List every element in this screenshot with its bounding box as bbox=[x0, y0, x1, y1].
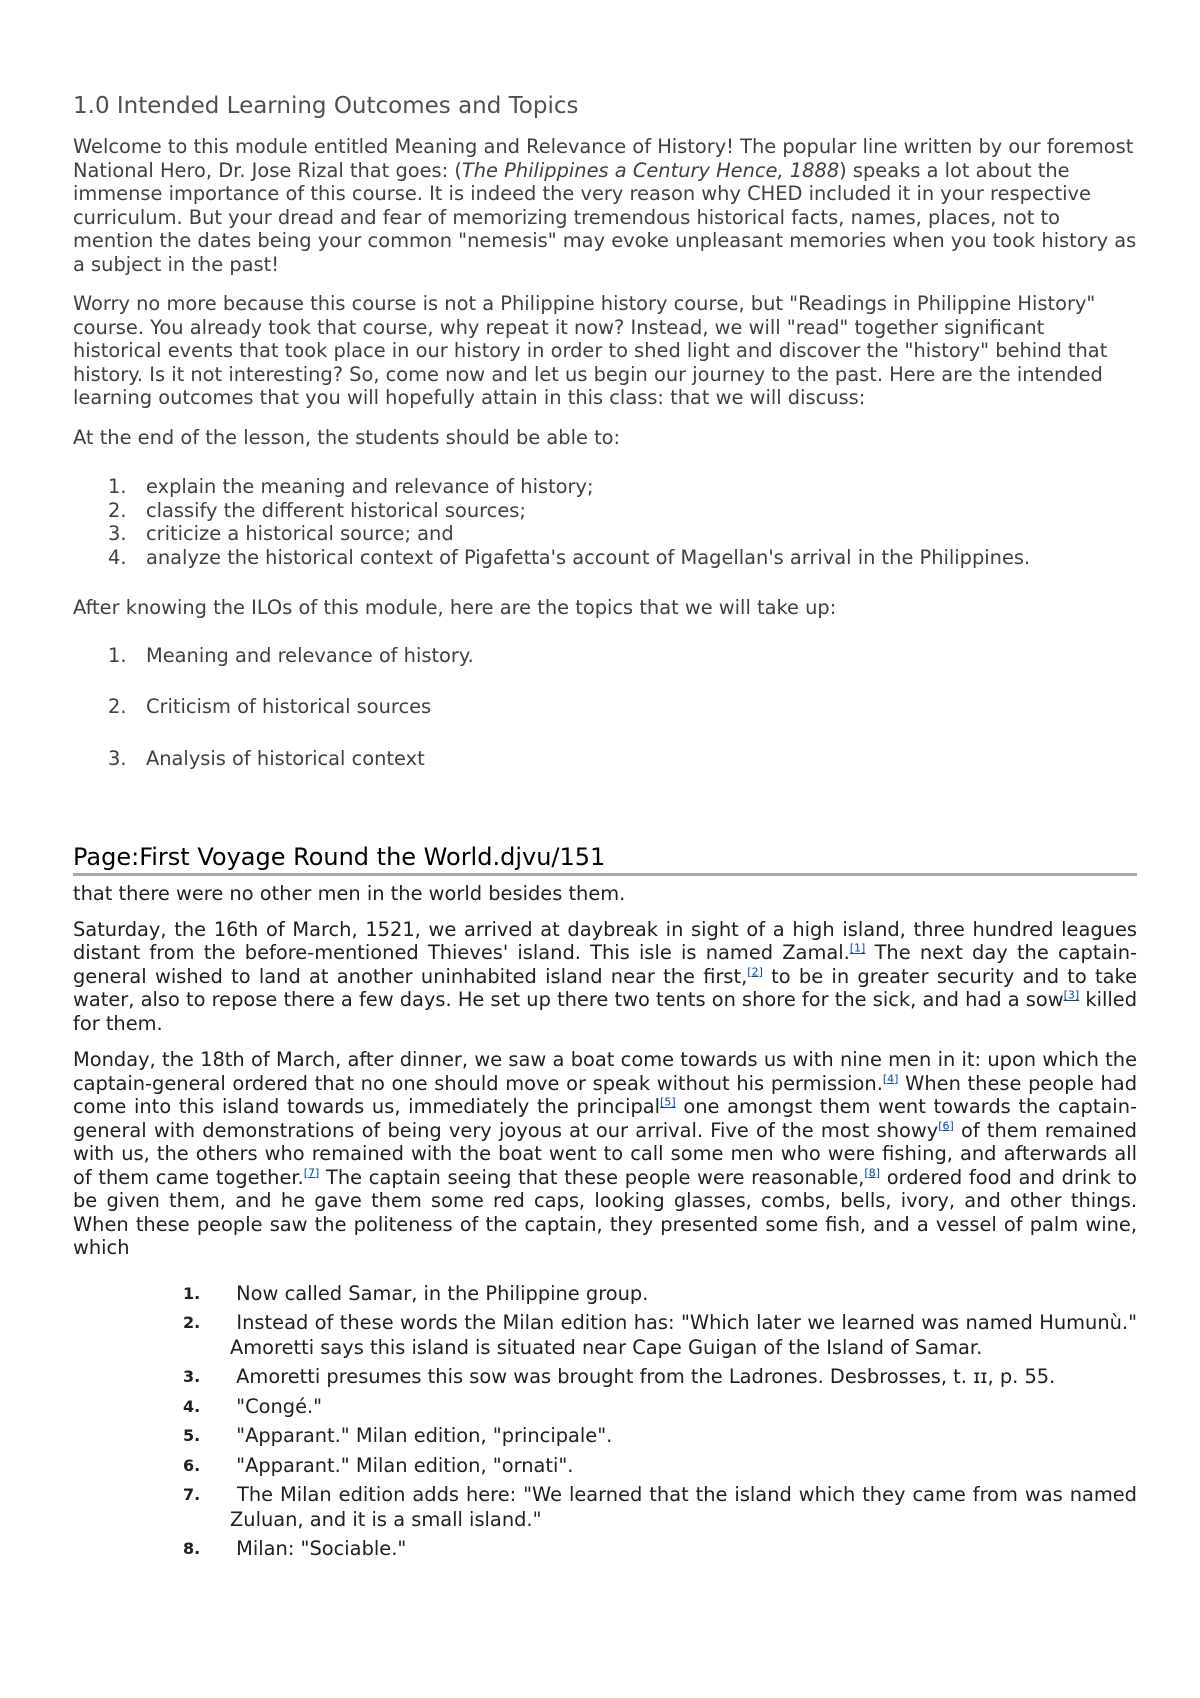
intro-paragraph-2: Worry no more because this course is not a Philippine history course, but "Readings in Philippine History" course. You already took that course, why repeat it now? Instead, we will "read" together significant historical events that took place in our history in order to shed light and discover the "history" behind that history. Is it not interesting? So, come now and let us begin our journey to the past. Here are the intended learning outcomes that you will hopefully attain in this class: that we will discuss: bbox=[73, 292, 1108, 409]
wiki-page-section bbox=[73, 843, 1137, 1567]
footnote-item: 4. "Congé." bbox=[183, 1394, 323, 1418]
wiki-body bbox=[73, 882, 1137, 1562]
list-item: 1. explain the meaning and relevance of history; bbox=[108, 475, 594, 498]
intro-p1-text-a: Welcome to this module entitled Meaning and Relevance of History! The popular line written by our foremost National Hero, Dr. Jose Rizal that goes: ( bbox=[73, 135, 1134, 182]
footnote-ref-6[interactable]: [6] bbox=[938, 1119, 954, 1133]
wiki-page-title: Page:First Voyage Round the World.djvu/151 bbox=[73, 843, 1137, 876]
wiki-paragraph-2: Monday, the 18th of March, after dinner, we saw a boat come towards us with nine men in it: upon which the captain-general ordered that no one should move or speak without his permission.[4] When these people had come into this island towards us, immediately the principal[5] one amongst them went towards the captain-general with demonstrations of being very joyous at our arrival. Five of the most showy[6] of them remained with us, the others who remained with the boat went to call some men who were fishing, and afterwards all of them came together.[7] The captain seeing that these people were reasonable,[8] ordered food and drink to be given them, and he gave them some red caps, looking glasses, combs, bells, ivory, and other things. When these people saw the politeness of the captain, they presented some fish, and a vessel of palm wine, which bbox=[73, 1048, 1138, 1259]
list-item: 1. Meaning and relevance of history. bbox=[108, 643, 474, 667]
wiki-paragraph-0: that there were no other men in the world besides them. bbox=[73, 882, 626, 905]
footnote-ref-3[interactable]: [3] bbox=[1063, 988, 1080, 1002]
lesson-intro: At the end of the lesson, the students should be able to: bbox=[73, 425, 621, 449]
footnote-item: 1. Now called Samar, in the Philippine group. bbox=[183, 1281, 649, 1305]
footnote-ref-8[interactable]: [8] bbox=[864, 1166, 881, 1180]
topics-intro: After knowing the ILOs of this module, here are the topics that we will take up: bbox=[73, 596, 837, 619]
footnote-item: 2. Instead of these words the Milan edition has: "Which later we learned was named Humunù." Amoretti says this island is situated near Cape Guigan of the Island of Samar. bbox=[183, 1311, 1137, 1359]
list-item: 2. classify the different historical sources; bbox=[108, 498, 526, 522]
footnote-item: 8. Milan: "Sociable." bbox=[183, 1537, 407, 1560]
list-item: 3. Analysis of historical context bbox=[108, 746, 425, 770]
intro-p1-text-b: ) speaks a lot about the immense importance of this course. It is indeed the very reason why CHED included it in your respective curriculum. But your dread and fear of memorizing tremendous historical facts, names, places, not to mention the dates being your common "nemesis" may evoke unpleasant memories when you took history as a subject in the past! bbox=[73, 158, 1137, 276]
outcomes-list bbox=[73, 475, 1137, 569]
footnote-ref-1[interactable]: [1] bbox=[849, 941, 866, 955]
topics-list bbox=[73, 644, 1137, 771]
footnote-item: 6. "Apparant." Milan edition, "ornati". bbox=[183, 1453, 574, 1477]
list-item: 4. analyze the historical context of Pigafetta's account of Magellan's arrival in the Philippines. bbox=[108, 545, 1031, 569]
footnotes-list bbox=[73, 1282, 1137, 1562]
footnote-item: 7. The Milan edition adds here: "We learned that the island which they came from was named Zuluan, and it is a small island." bbox=[183, 1483, 1137, 1531]
module-heading: 1.0 Intended Learning Outcomes and Topics bbox=[73, 93, 579, 119]
footnote-ref-5[interactable]: [5] bbox=[660, 1095, 676, 1109]
list-item: 2. Criticism of historical sources bbox=[108, 695, 432, 718]
footnote-ref-4[interactable]: [4] bbox=[882, 1072, 899, 1086]
footnote-item: 3. Amoretti presumes this sow was brought from the Ladrones. Desbrosses, t. ɪɪ, p. 55. bbox=[183, 1365, 1056, 1388]
footnote-ref-7[interactable]: [7] bbox=[303, 1166, 320, 1180]
list-item: 3. criticize a historical source; and bbox=[108, 522, 454, 545]
intro-paragraph-1 bbox=[73, 135, 1137, 276]
module-section bbox=[73, 92, 1137, 798]
footnote-item: 5. "Apparant." Milan edition, "principale". bbox=[183, 1424, 613, 1447]
intro-p1-citation: The Philippines a Century Hence, 1888 bbox=[461, 158, 840, 182]
wiki-paragraph-1: Saturday, the 16th of March, 1521, we arrived at daybreak in sight of a high island, three hundred leagues distant from the before-mentioned Thieves' island. This isle is named Zamal.[1] The next day the captain-general wished to land at another uninhabited island near the first,[2] to be in greater security and to take water, also to repose there a few days. He set up there two tents on shore for the sick, and had a sow[3] killed for them. bbox=[73, 917, 1137, 1035]
footnote-ref-2[interactable]: [2] bbox=[747, 965, 763, 979]
